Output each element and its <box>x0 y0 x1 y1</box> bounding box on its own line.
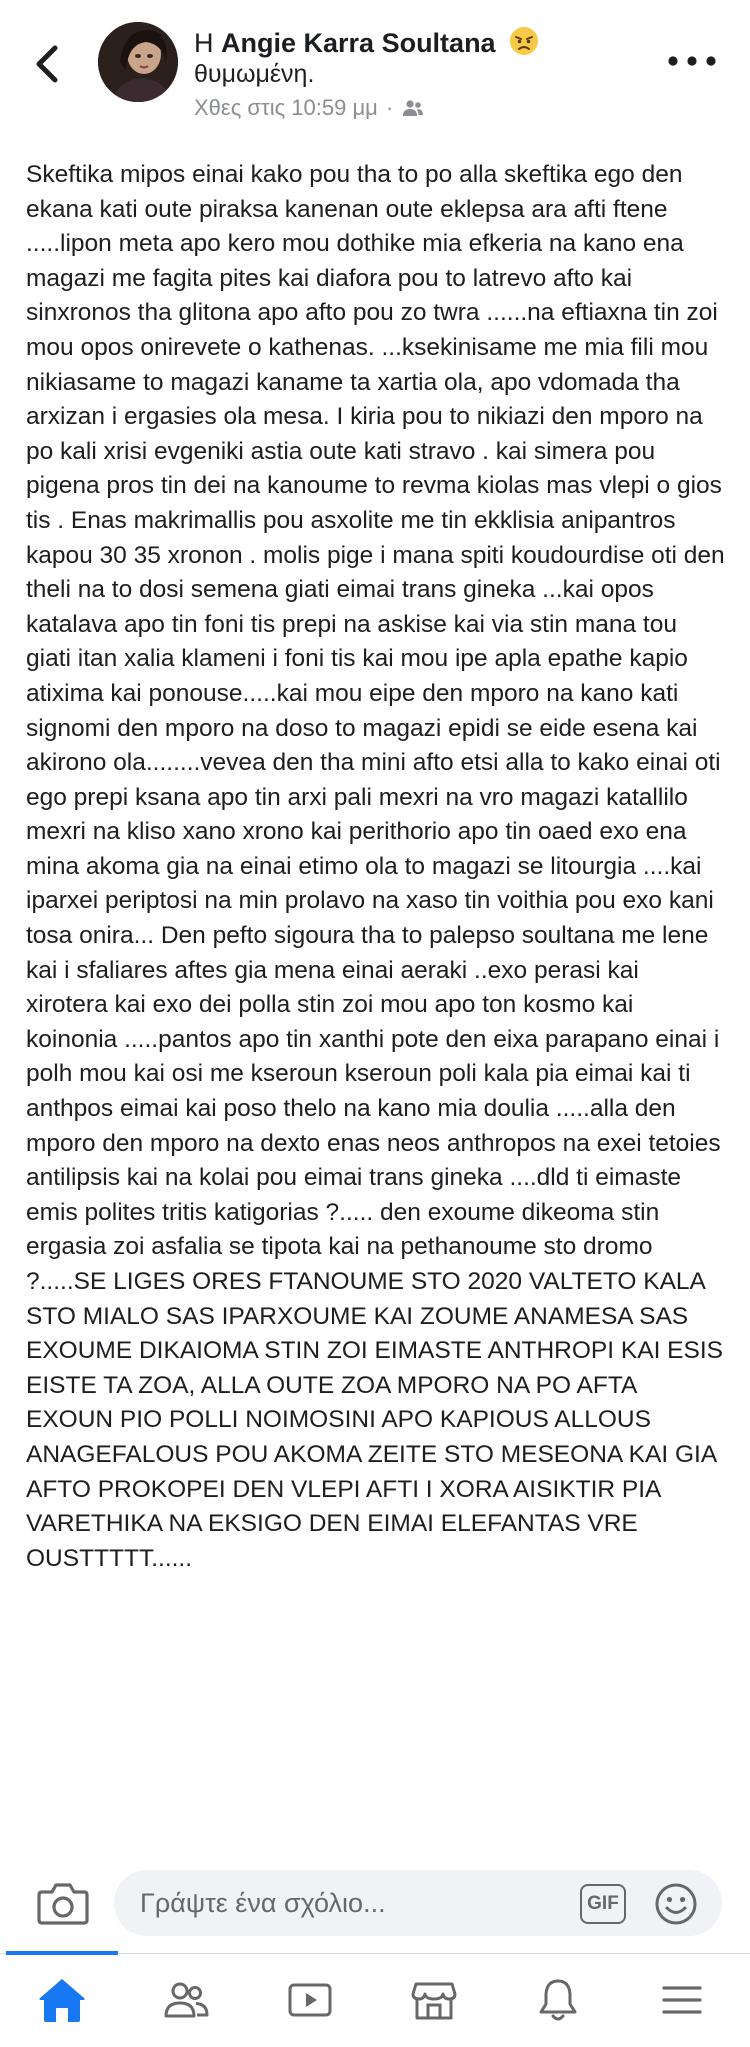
menu-icon <box>656 1974 708 2026</box>
friends-icon[interactable] <box>401 96 425 120</box>
emoji-button[interactable] <box>654 1882 698 1926</box>
nav-watch[interactable] <box>254 1972 366 2028</box>
bottom-navigation <box>0 1953 750 2047</box>
post-meta <box>194 94 425 122</box>
meta-separator: · <box>385 95 394 120</box>
nav-menu[interactable] <box>626 1972 738 2028</box>
avatar-photo <box>98 22 178 102</box>
angry-face-icon <box>509 26 539 56</box>
post-text: Skeftika mipos einai kako pou tha to po alla skeftika ego den ekana kati oute piraksa kanenan oute eklepsa ara afti ftene .....lipon meta apo kero mou dothike mia efkeria na kano ena magazi me fagita pites kai diafora pou to latrevo afto kai sinxronos tha glitona apo afto pou zo twra ......na eftiaxna tin zoi mou opos onirevete o kathenas. ...ksekinisame me mia fili mou nikiasame to magazi kaname ta xartia ola, apo vdomada tha arxizan i ergasies ola mesa. I kiria pou to nikiazi den mporo na po kali xrisi evgeniki astia oute kati stravo . kai simera pou pigena pros tin dei na kanoume to revma kiolas mas vlepi o gios tis . Enas makrimallis pou asxolite me tin ekklisia anipantros kapou 30 35 xronon . molis pige i mana spiti koudourdise oti den theli na to dosi semena giati eimai trans gineka ...kai opos katalava apo tin foni tis prepi na askise kai via stin mana tou giati itan xalia klameni i foni tis kai mou ipe apla epathe kapio atixima kai ponouse.....kai mou eipe den mporo na kano kati signomi den mporo na doso to magazi epidi se eide esena kai akirono ola........vevea den tha mini afto etsi alla to kako einai oti ego prepi ksana apo tin arxi pali mexri na vro magazi katallilo mexri na kliso xano xrono kai perithorio apo tin oaed exo ena mina akoma gia na einai etimo ola to magazi se litourgia ....kai iparxei periptosi na min prolavo na xaso tin voithia pou exo kani tosa onira... Den pefto sigoura tha to palepso soultana me lene kai i sfaliares aftes gia mena einai aeraki ..exo perasi kai xirotera kai exo dei polla stin zoi mou apo ton kosmo kai koinonia .....pantos apo tin xanthi pote den eixa parapano einai i polh mou kai osi me kseroun kseroun poli kala pia eimai kai ti anthpos eimai kai poso thelo na kano mia doulia .....alla den mporo den mporo na dexto enas neos anthropos na exei tetoies antilipsis kai na kolai pou eimai trans gineka ....dld ti eimaste emis polites tritis katigorias ?..... den exoume dikeoma stin ergasia zoi asfalia se tipota kai na pethanoume sto dromo ?.....SE LIGES ORES FTANOUME STO 2020 VALTETO KALA STO MIALO SAS IPARXOUME KAI ZOUME ANAMESA SAS EXOUME DIKAIOMA STIN ZOI EIMASTE ANTHROPI KAI ESIS EISTE TA ZOA, ALLA OUTE ZOA MPORO NA PO AFTA EXOUN PIO POLLI NOIMOSINI APO KAPIOUS ALLOUS ANAGEFALOUS POU AKOMA ZEITE STO MESEONA KAI GIA AFTO PROKOPEI DEN VLEPI AFTI I XORA AISIKTIR PIA VARETHIKA NA EKSIGO DEN EIMAI ELEFANTAS VRE OUSTTTTT...... <box>26 161 725 1572</box>
author-prefix: Η <box>194 28 214 58</box>
smiley-icon <box>654 1882 698 1926</box>
gif-button[interactable]: GIF <box>580 1884 626 1924</box>
timestamp[interactable]: Χθες στις 10:59 μμ <box>194 95 378 120</box>
chevron-left-icon <box>33 44 59 84</box>
nav-marketplace[interactable] <box>378 1972 490 2028</box>
feeling-text: θυμωμένη. <box>194 60 315 88</box>
home-icon <box>36 1974 88 2026</box>
camera-button[interactable] <box>36 1880 90 1926</box>
friends-icon <box>160 1974 212 2026</box>
comment-input[interactable] <box>114 1870 722 1936</box>
post-header <box>0 0 750 150</box>
marketplace-icon <box>408 1974 460 2026</box>
nav-friends[interactable] <box>130 1972 242 2028</box>
nav-notifications[interactable] <box>502 1972 614 2028</box>
more-options-button[interactable] <box>662 46 722 76</box>
author-line <box>194 26 539 59</box>
nav-home[interactable] <box>6 1972 118 2028</box>
author-name[interactable]: Angie Karra Soultana <box>221 28 496 58</box>
camera-icon <box>36 1880 90 1926</box>
active-tab-indicator <box>6 1951 118 1955</box>
more-dots-icon <box>667 55 717 67</box>
bell-icon <box>532 1974 584 2026</box>
watch-icon <box>284 1974 336 2026</box>
avatar[interactable] <box>98 22 178 102</box>
back-button[interactable] <box>24 38 68 90</box>
comment-bar <box>0 1856 750 1952</box>
